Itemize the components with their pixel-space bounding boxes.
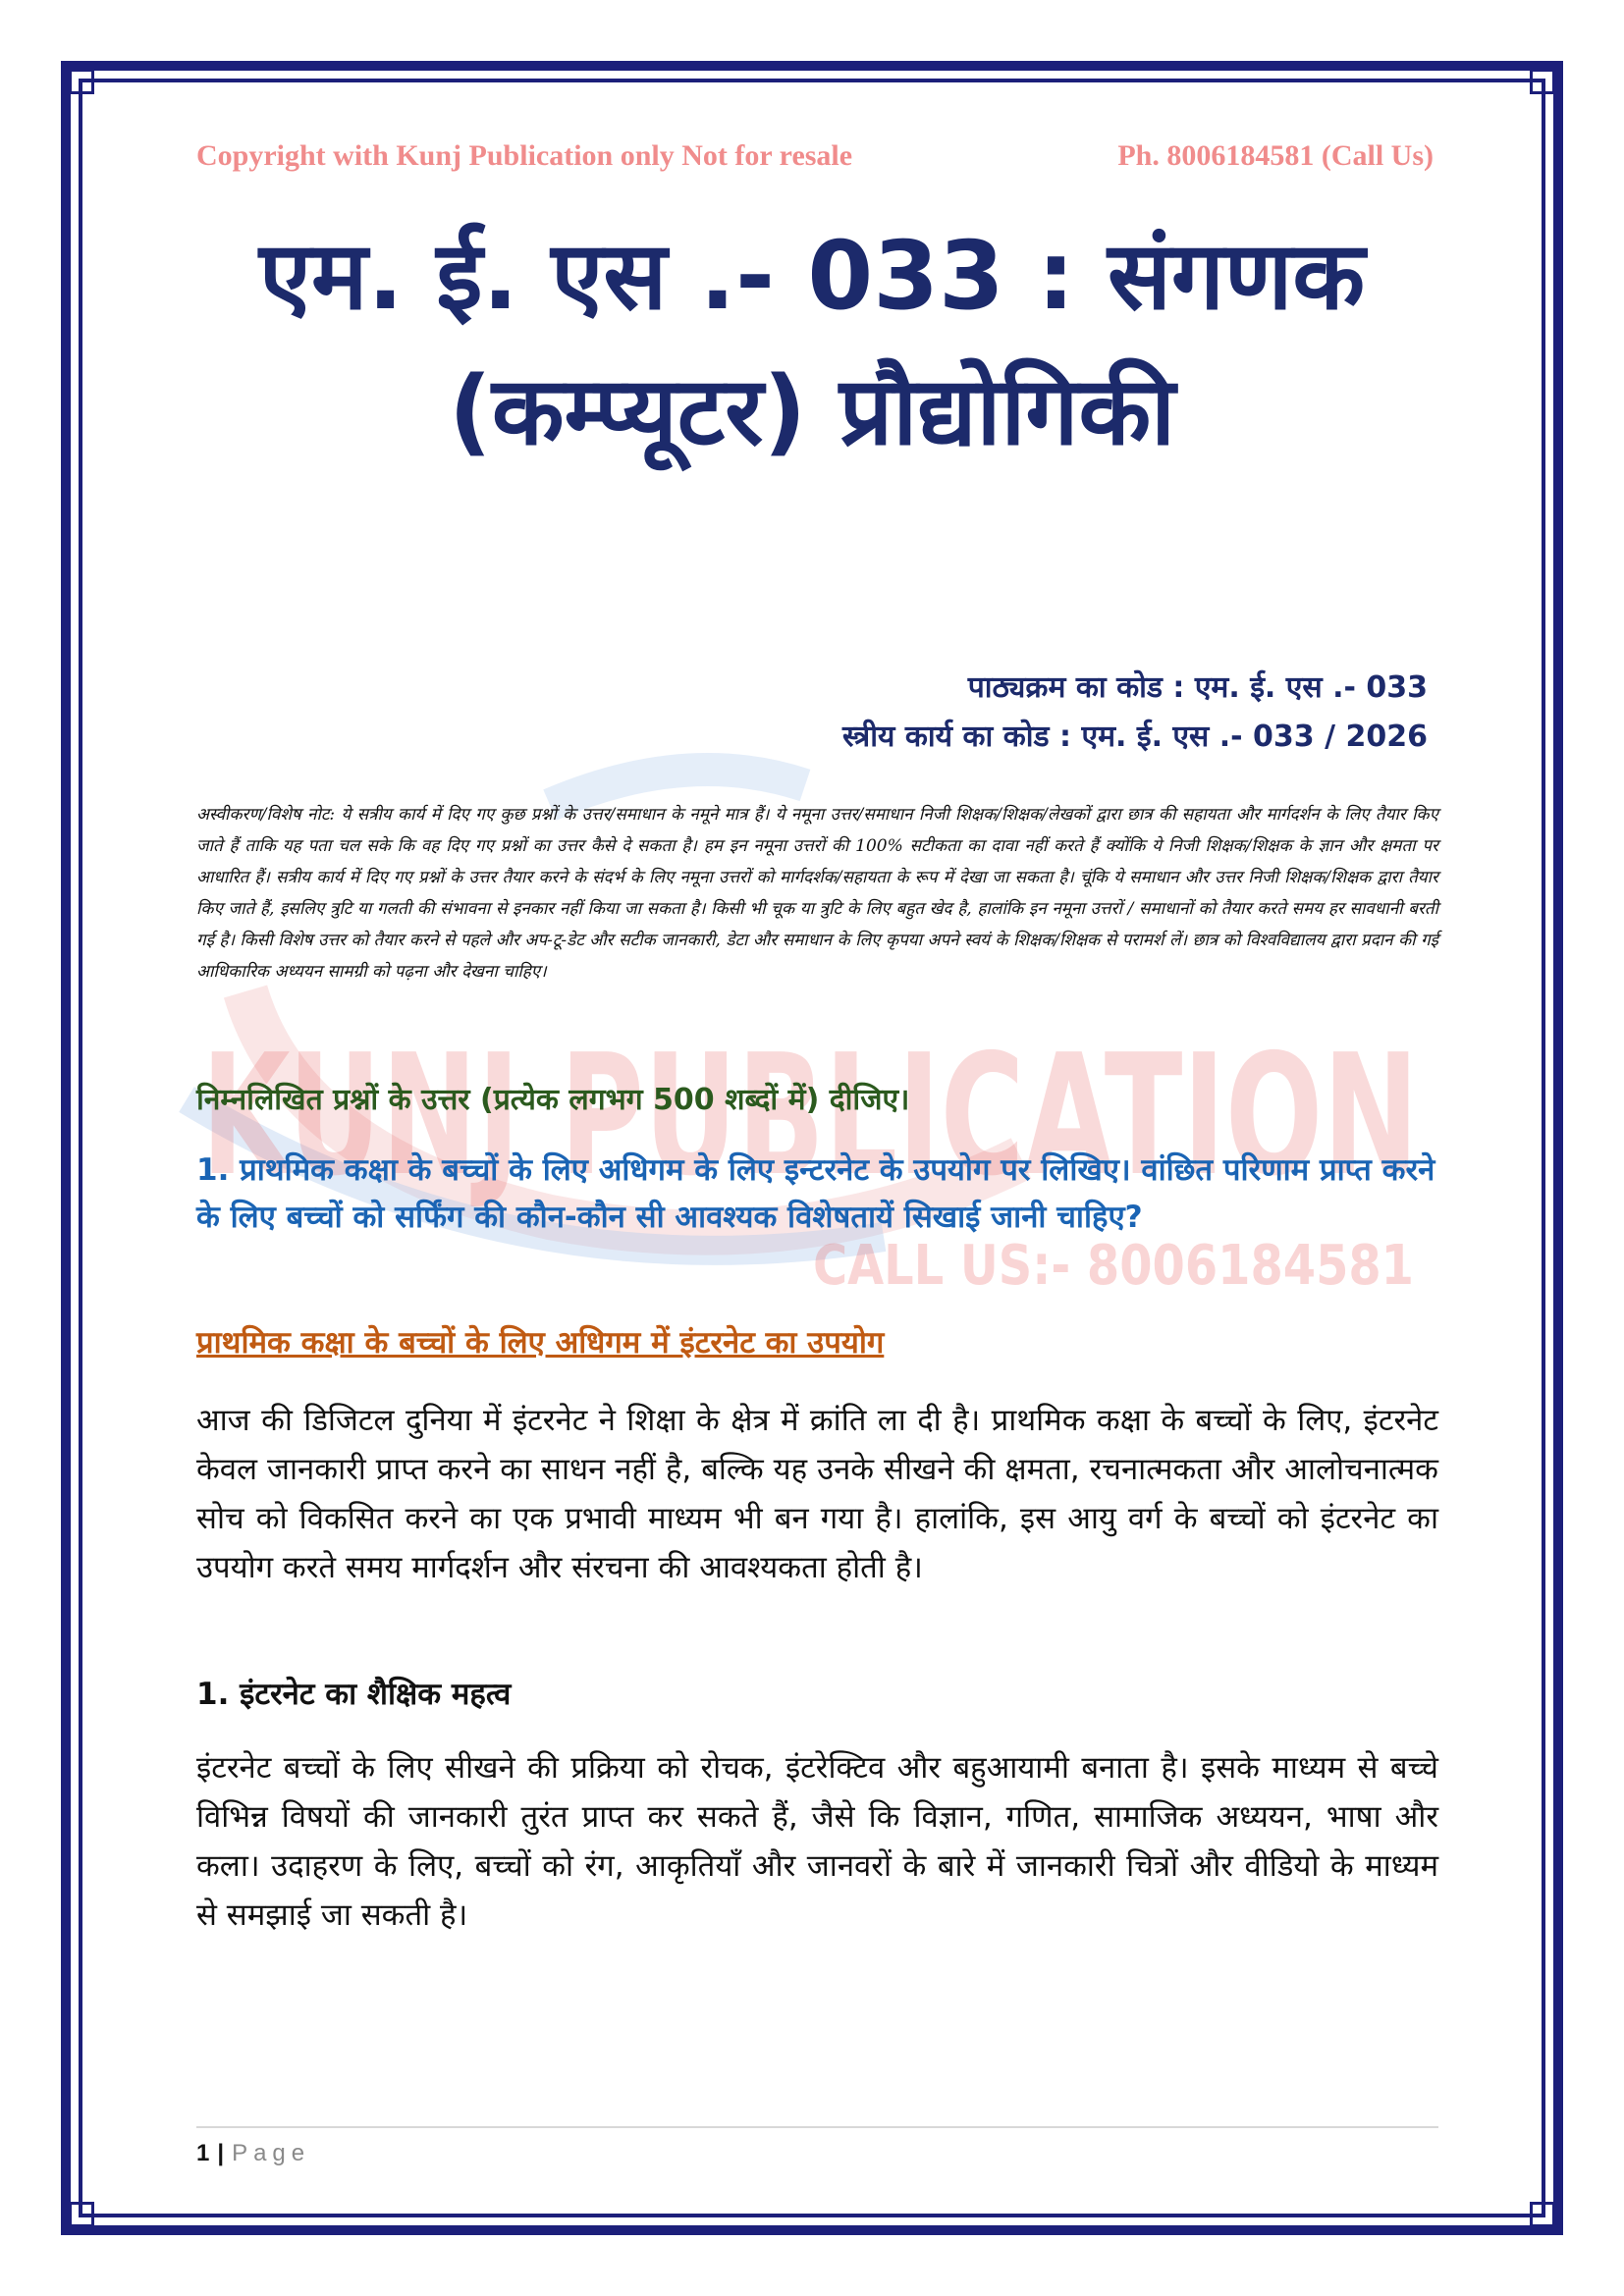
page-number: 1 xyxy=(196,2140,210,2166)
footer-divider xyxy=(196,2126,1438,2128)
footer-separator: | xyxy=(217,2140,225,2166)
title-line-2: (कम्प्यूटर) प्रौद्योगिकी xyxy=(448,356,1176,466)
document-title xyxy=(177,208,1447,479)
border-corner-ornament xyxy=(1530,2202,1555,2227)
copyright-notice: Copyright with Kunj Publication only Not for resale xyxy=(196,139,853,172)
disclaimer-note: अस्वीकरण/विशेष नोट: ये सत्रीय कार्य में दिए गए कुछ प्रश्नों के उत्तर/समाधान के नमूने मात्र हैं। ये नमूना उत्तर/समाधान निजी शिक्षक/शिक्षक/लेखकों द्वारा छात्र की सहायता और मार्गदर्शन के लिए तैयार किए जाते हैं ताकि यह पता चल सके कि वह दिए गए प्रश्नों का उत्तर कैसे दे सकता है। हम इन नमूना उत्तरों की 100% सटीकता का दावा नहीं करते हैं क्योंकि ये निजी शिक्षक/शिक्षक के ज्ञान और क्षमता पर आधारित हैं। सत्रीय कार्य में दिए गए प्रश्नों के उत्तर तैयार करने के संदर्भ के लिए नमूना उत्तरों को मार्गदर्शक/सहायता के रूप में देखा जा सकता है। चूंकि ये समाधान और उत्तर निजी शिक्षक/शिक्षक द्वारा तैयार किए जाते हैं, इसलिए त्रुटि या गलती की संभावना से इनकार नहीं किया जा सकता है। किसी भी चूक या त्रुटि के लिए बहुत खेद है, हालांकि इन नमूना उत्तरों / समाधानों को तैयार करते समय हर सावधानी बरती गई है। किसी विशेष उत्तर को तैयार करने से पहले और अप-टू-डेट और सटीक जानकारी, डेटा और समाधान के लिए कृपया अपने स्वयं के शिक्षक/शिक्षक से परामर्श लें। छात्र को विश्वविद्यालय द्वारा प्रदान की गई आधिकारिक अध्ययन सामग्री को पढ़ना और देखना चाहिए। xyxy=(196,805,1438,982)
page-footer xyxy=(196,2140,310,2167)
watermark-phone-text: CALL US:- 8006184581 xyxy=(813,1234,1414,1298)
border-corner-ornament xyxy=(1530,69,1555,94)
course-codes xyxy=(842,664,1428,762)
border-corner-ornament xyxy=(69,2202,94,2227)
body-paragraph: आज की डिजिटल दुनिया में इंटरनेट ने शिक्षा के क्षेत्र में क्रांति ला दी है। प्राथमिक कक्षा के बच्चों के लिए, इंटरनेट केवल जानकारी प्राप्त करने का साधन नहीं है, बल्कि यह उनके सीखने की क्षमता, रचनात्मकता और आलोचनात्मक सोच को विकसित करने का एक प्रभावी माध्यम भी बन गया है। हालांकि, इस आयु वर्ग के बच्चों को इंटरनेट का उपयोग करते समय मार्गदर्शन और संरचना की आवश्यकता होती है। xyxy=(196,1403,1438,1585)
body-paragraph: इंटरनेट बच्चों के लिए सीखने की प्रक्रिया को रोचक, इंटरेक्टिव और बहुआयामी बनाता है। इसके माध्यम से बच्चे विभिन्न विषयों की जानकारी तुरंत प्राप्त कर सकते हैं, जैसे कि विज्ञान, गणित, सामाजिक अध्ययन, भाषा और कला। उदाहरण के लिए, बच्चों को रंग, आकृतियाँ और जानवरों के बारे में जानकारी चित्रों और वीडियो के माध्यम से समझाई जा सकती है। xyxy=(196,1750,1438,1933)
border-corner-ornament xyxy=(69,69,94,94)
page-label: Page xyxy=(232,2140,311,2166)
assignment-code: स्त्रीय कार्य का कोड : एम. ई. एस .- 033 / 2026 xyxy=(841,720,1428,754)
course-code: पाठ्यक्रम का कोड : एम. ई. एस .- 033 xyxy=(967,670,1428,705)
question-text: 1. प्राथमिक कक्षा के बच्चों के लिए अधिगम के लिए इन्टरनेट के उपयोग पर लिखिए। वांछित परिणाम प्राप्त करने के लिए बच्चों को सर्फिंग की कौन-कौन सी आवश्यक विशेषतायें सिखाई जानी चाहिए? xyxy=(196,1152,1435,1235)
contact-phone: Ph. 8006184581 (Call Us) xyxy=(1117,139,1434,172)
instruction-text: निम्नलिखित प्रश्नों के उत्तर (प्रत्येक लगभग 500 शब्दों में) दीजिए। xyxy=(196,1083,910,1117)
section-heading: प्राथमिक कक्षा के बच्चों के लिए अधिगम में इंटरनेट का उपयोग xyxy=(196,1325,885,1361)
watermark-brand-text: KUNJ PUBLICATION xyxy=(201,1019,1419,1213)
copyright-header xyxy=(196,139,1434,173)
title-line-1: एम. ई. एस .- 033 : संगणक xyxy=(258,221,1366,331)
subheading: 1. इंटरनेट का शैक्षिक महत्व xyxy=(196,1677,512,1712)
